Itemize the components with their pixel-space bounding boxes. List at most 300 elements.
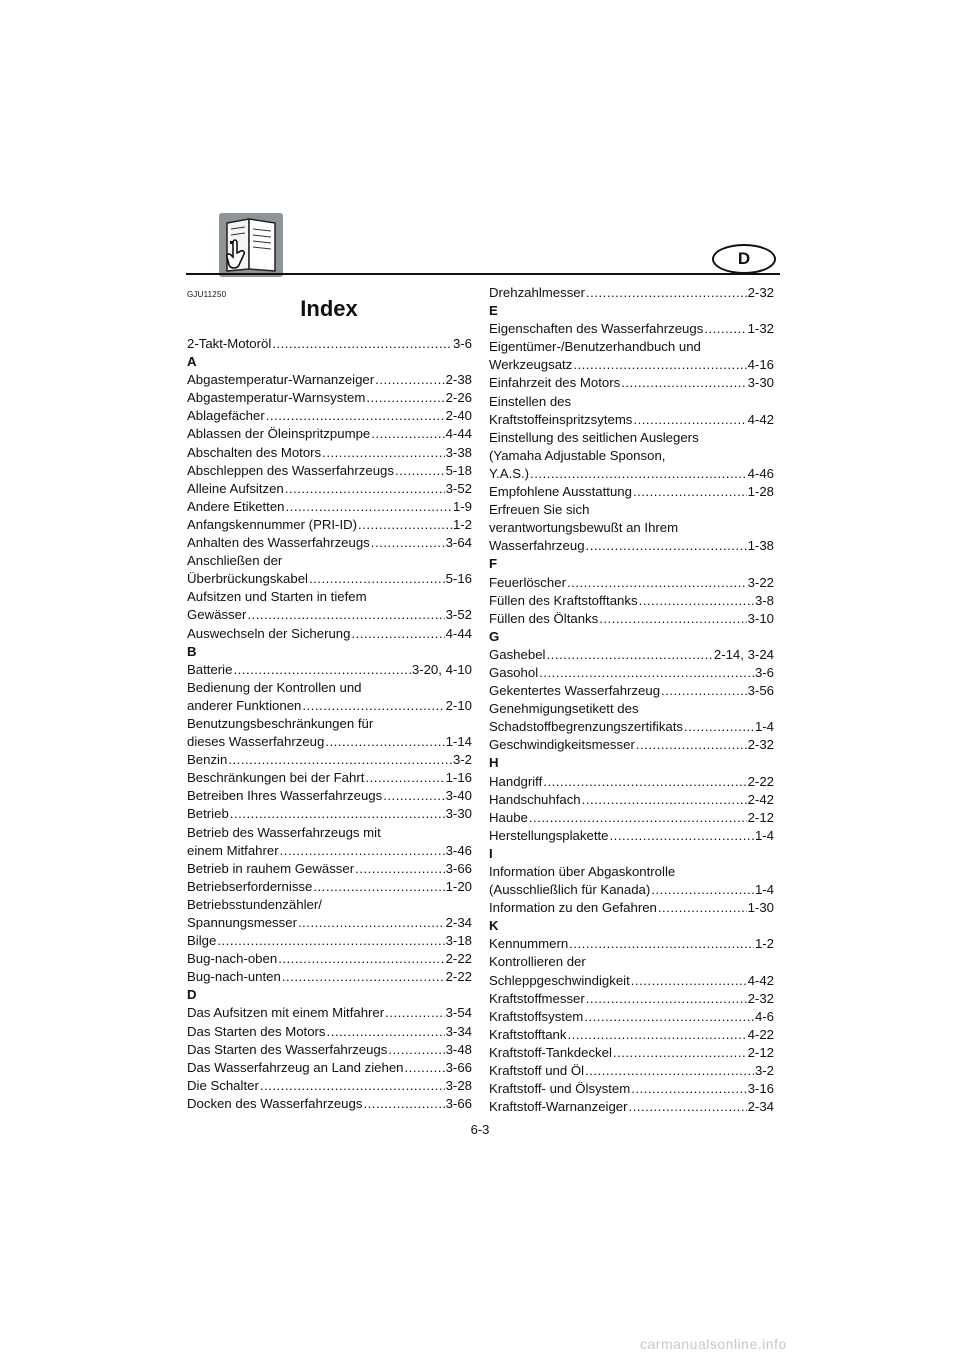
index-entry-text: Bug-nach-oben <box>187 951 278 967</box>
index-letter-heading: D <box>187 987 197 1003</box>
index-entry-page: 2-32 <box>747 990 774 1006</box>
index-entry <box>489 483 774 501</box>
dot-leader <box>395 462 445 480</box>
index-entry-text: Kraftstoff-Warnanzeiger <box>489 1099 628 1115</box>
index-entry-page: 2-40 <box>445 408 472 424</box>
dot-leader <box>585 1062 754 1080</box>
index-entry <box>187 968 472 986</box>
index-entry <box>489 374 774 392</box>
index-entry <box>489 338 774 356</box>
index-entry <box>489 1098 774 1116</box>
index-entry-page: 3-10 <box>747 610 774 626</box>
index-entry <box>187 335 472 353</box>
dot-leader <box>366 389 444 407</box>
index-entry-text: Kraftstoff-Tankdeckel <box>489 1044 612 1060</box>
index-entry-page: 1-9 <box>452 498 472 514</box>
index-entry <box>489 519 774 537</box>
dot-leader <box>569 935 754 953</box>
index-entry-page: 2-34 <box>445 915 472 930</box>
index-entry-text: Information über Abgaskontrolle <box>489 864 676 879</box>
index-entry-page: 1-14 <box>445 734 472 750</box>
index-entry-text: Einstellen des <box>489 393 572 409</box>
index-entry-page: 2-10 <box>445 697 472 713</box>
index-entry-page: 4-16 <box>747 357 774 373</box>
index-entry <box>187 606 472 624</box>
dot-leader <box>388 1041 444 1059</box>
index-entry <box>489 429 774 447</box>
index-entry <box>187 896 472 914</box>
index-entry-page: 2-26 <box>445 390 472 406</box>
index-entry-text: Herstellungsplakette <box>489 827 609 843</box>
dot-leader <box>363 1095 444 1113</box>
index-entry-page: 2-42 <box>747 791 774 807</box>
index-entry-text: Anschließen der <box>187 553 283 569</box>
index-entry-text: Wasserfahrzeug <box>489 538 585 554</box>
index-entry <box>489 501 774 519</box>
index-entry <box>489 1080 774 1098</box>
index-entry <box>187 842 472 860</box>
index-entry-text: Kraftstoffsystem <box>489 1008 584 1024</box>
index-entry-text: Das Starten des Motors <box>187 1023 326 1039</box>
index-entry-text: verantwortungsbewußt an Ihrem <box>489 520 679 536</box>
index-entry-page: 2-12 <box>747 809 774 825</box>
index-entry-text: Betreiben Ihres Wasserfahrzeugs <box>187 788 383 804</box>
index-entry <box>489 700 774 718</box>
index-entry-page: 3-40 <box>445 788 472 804</box>
dot-leader <box>633 483 747 501</box>
index-entry <box>489 1026 774 1044</box>
index-entry-text: Alleine Aufsitzen <box>187 480 284 496</box>
index-entry-page: 3-64 <box>445 535 472 551</box>
index-entry-text: (Ausschließlich für Kanada) <box>489 882 651 898</box>
index-entry-text: Benutzungsbeschränkungen für <box>187 715 374 731</box>
dot-leader <box>405 1059 445 1077</box>
dot-leader <box>286 498 452 516</box>
index-entry-text: Aufsitzen und Starten in tiefem <box>187 589 367 605</box>
dot-leader <box>351 625 444 643</box>
index-entry <box>187 787 472 805</box>
index-entry-page: 3-22 <box>747 574 774 590</box>
index-entry-page: 1-4 <box>754 719 774 735</box>
index-entry-text: Abgastemperatur-Warnsystem <box>187 390 366 406</box>
index-entry <box>489 610 774 628</box>
dot-leader <box>658 899 747 917</box>
dot-leader <box>375 371 444 389</box>
index-entry-page: 2-12 <box>747 1044 774 1060</box>
index-entry-text: Abgastemperatur-Warnanzeiger <box>187 372 375 388</box>
index-entry <box>187 371 472 389</box>
dot-leader <box>325 733 444 751</box>
index-entry-page: 3-46 <box>445 842 472 858</box>
index-entry-text: Benzin <box>187 752 228 768</box>
dot-leader <box>530 465 747 483</box>
index-entry <box>187 1059 472 1077</box>
index-entry-text: Kontrollieren der <box>489 954 586 970</box>
index-entry-text: Anhalten des Wasserfahrzeugs <box>187 535 370 551</box>
dot-leader <box>639 592 754 610</box>
index-entry <box>489 592 774 610</box>
index-column-right <box>489 284 774 1116</box>
index-letter-heading: A <box>187 354 197 370</box>
index-entry <box>489 935 774 953</box>
index-entry-text: Betrieb des Wasserfahrzeugs mit <box>187 824 381 840</box>
dot-leader <box>298 914 445 932</box>
index-entry <box>489 773 774 791</box>
index-entry-page: 3-6 <box>452 336 472 351</box>
index-entry <box>187 860 472 878</box>
dot-leader <box>358 516 452 534</box>
index-entry <box>187 1077 472 1095</box>
dot-leader <box>651 881 754 899</box>
index-entry-page: 3-8 <box>754 592 774 608</box>
index-entry-text: Schleppgeschwindigkeit <box>489 972 630 988</box>
index-entry-text: Auswechseln der Sicherung <box>187 625 351 641</box>
index-entry-page: 2-22 <box>445 969 472 985</box>
index-entry <box>187 1095 472 1113</box>
dot-leader <box>247 606 444 624</box>
index-entry-text: Betrieb <box>187 806 229 822</box>
index-entry <box>187 878 472 896</box>
index-entry-text: Einstellung des seitlichen Auslegers <box>489 429 699 445</box>
index-entry-text: Bedienung der Kontrollen und <box>187 679 362 695</box>
index-entry <box>489 953 774 971</box>
index-entry-text: dieses Wasserfahrzeug <box>187 734 325 750</box>
index-entry-page: 3-30 <box>445 806 472 822</box>
index-entry-page: 3-30 <box>747 375 774 391</box>
index-entry <box>489 284 774 302</box>
index-entry <box>489 447 774 465</box>
index-entry-page: 2-14, 3-24 <box>713 646 774 662</box>
index-entry-page: 3-6 <box>754 664 774 680</box>
index-entry <box>187 1041 472 1059</box>
index-entry-page: 1-16 <box>445 770 472 786</box>
dot-leader <box>322 444 444 462</box>
index-entry <box>187 498 472 516</box>
dot-leader <box>633 411 746 429</box>
index-entry-text: Kraftstoff und Öl <box>489 1063 585 1079</box>
index-entry <box>187 462 472 480</box>
dot-leader <box>684 718 754 736</box>
index-entry-text: Das Starten des Wasserfahrzeugs <box>187 1041 388 1057</box>
index-entry-page: 1-2 <box>754 936 774 952</box>
index-entry <box>187 805 472 823</box>
index-entry-page: 5-16 <box>445 571 472 587</box>
index-entry-page: 4-6 <box>754 1008 774 1024</box>
index-entry <box>187 733 472 751</box>
dot-leader <box>631 972 747 990</box>
index-entry-page: 3-56 <box>747 683 774 699</box>
dot-leader <box>302 697 444 715</box>
dot-leader <box>285 480 445 498</box>
dot-leader <box>629 1098 747 1116</box>
dot-leader <box>586 990 747 1008</box>
index-entry-text: Die Schalter <box>187 1077 259 1093</box>
index-entry <box>187 480 472 498</box>
index-entry-text: Ablassen der Öleinspritzpumpe <box>187 426 371 442</box>
index-entry-text: Füllen des Öltanks <box>489 610 599 626</box>
index-entry-text: Überbrückungskabel <box>187 571 308 587</box>
index-entry-page: 3-18 <box>445 933 472 949</box>
index-entry-page: 1-32 <box>747 321 774 337</box>
index-entry <box>187 661 472 679</box>
index-entry-page: 3-2 <box>452 752 472 768</box>
index-letter-heading: G <box>489 628 500 644</box>
dot-leader <box>383 787 444 805</box>
index-entry-page: 3-38 <box>445 444 472 460</box>
index-entry-text: Batterie <box>187 661 233 677</box>
dot-leader <box>228 751 452 769</box>
dot-leader <box>280 842 445 860</box>
index-entry-text: Docken des Wasserfahrzeugs <box>187 1095 363 1111</box>
index-entry-text: Genehmigungsetikett des <box>489 701 639 717</box>
dot-leader <box>266 407 445 425</box>
index-entry-text: Erfreuen Sie sich <box>489 502 590 518</box>
index-entry <box>489 736 774 754</box>
index-entry-text: Anfangskennummer (PRI-ID) <box>187 516 358 532</box>
index-entry-text: Kraftstoffmesser <box>489 990 585 1006</box>
dot-leader <box>661 682 747 700</box>
index-entry <box>187 824 472 842</box>
index-column-left <box>187 335 472 1113</box>
dot-leader <box>621 374 746 392</box>
dot-leader <box>282 968 445 986</box>
section-code: GJU11250 <box>187 290 227 299</box>
index-letter-heading: K <box>489 918 499 934</box>
dot-leader <box>573 356 746 374</box>
watermark: carmanualsonline.info <box>640 1336 787 1352</box>
index-entry <box>489 356 774 374</box>
index-entry <box>187 769 472 787</box>
index-entry-text: Haube <box>489 809 528 825</box>
index-entry-text: Kraftstofftank <box>489 1026 567 1042</box>
index-entry-text: Geschwindigkeitsmesser <box>489 737 635 753</box>
index-entry-text: Betriebserfordernisse <box>187 878 313 894</box>
dot-leader <box>567 1026 746 1044</box>
index-entry-page: 3-2 <box>754 1063 774 1079</box>
index-entry-page: 2-32 <box>747 737 774 753</box>
dot-leader <box>610 827 754 845</box>
index-entry <box>489 1008 774 1026</box>
index-entry <box>187 914 472 932</box>
index-entry-text: Y.A.S.) <box>489 465 530 481</box>
dot-leader <box>217 932 444 950</box>
index-entry-page: 3-28 <box>445 1077 472 1093</box>
index-entry-page: 1-38 <box>747 538 774 554</box>
index-entry <box>187 751 472 769</box>
index-entry-page: 2-22 <box>747 773 774 789</box>
index-entry-text: Einfahrzeit des Motors <box>489 375 621 391</box>
page-number: 6-3 <box>470 1122 490 1137</box>
index-entry-page: 1-30 <box>747 900 774 916</box>
index-entry-page: 1-2 <box>452 516 472 532</box>
index-entry <box>187 588 472 606</box>
index-entry-text: (Yamaha Adjustable Sponson, <box>489 447 666 463</box>
index-entry-text: Gashebel <box>489 646 546 662</box>
index-entry-text: Abschleppen des Wasserfahrzeugs <box>187 462 394 478</box>
index-entry <box>187 625 472 643</box>
index-entry-page: 3-52 <box>445 480 472 496</box>
dot-leader <box>230 805 445 823</box>
index-entry <box>187 1004 472 1022</box>
language-badge: D <box>712 244 776 274</box>
index-entry-text: Kraftstoff- und Ölsystem <box>489 1081 631 1097</box>
index-entry <box>489 899 774 917</box>
index-entry-page: 2-22 <box>445 951 472 967</box>
index-entry <box>489 972 774 990</box>
dot-leader <box>543 773 746 791</box>
index-entry-text: Andere Etiketten <box>187 498 285 514</box>
index-entry <box>187 697 472 715</box>
index-entry-text: Empfohlene Ausstattung <box>489 484 632 500</box>
index-entry-page: 1-4 <box>754 827 774 843</box>
index-entry-text: einem Mitfahrer <box>187 842 279 858</box>
dot-leader <box>278 950 444 968</box>
index-entry <box>489 682 774 700</box>
index-entry-text: Gasohol <box>489 664 539 680</box>
index-entry-text: Gekentertes Wasserfahrzeug <box>489 683 661 699</box>
index-entry-text: Drehzahlmesser <box>489 285 586 300</box>
index-entry-text: anderer Funktionen <box>187 697 302 713</box>
dot-leader <box>539 664 754 682</box>
index-entry <box>187 679 472 697</box>
index-entry-text: Handgriff <box>489 773 543 789</box>
index-entry-text: Füllen des Kraftstofftanks <box>489 592 638 608</box>
dot-leader <box>636 736 747 754</box>
index-entry-text: Ablagefächer <box>187 408 265 424</box>
index-letter-heading: H <box>489 755 499 771</box>
index-entry <box>489 393 774 411</box>
dot-leader <box>567 574 747 592</box>
index-entry-page: 5-18 <box>445 462 472 478</box>
dot-leader <box>582 791 747 809</box>
page-title: Index <box>300 296 358 321</box>
dot-leader <box>584 1008 754 1026</box>
index-entry-text: Werkzeugsatz <box>489 357 573 373</box>
index-entry-page: 3-16 <box>747 1081 774 1097</box>
index-entry-page: 4-42 <box>747 411 774 427</box>
dot-leader <box>599 610 746 628</box>
index-entry <box>187 715 472 733</box>
index-entry-text: Information zu den Gefahren <box>489 900 657 916</box>
dot-leader <box>355 860 444 878</box>
index-entry <box>187 552 472 570</box>
index-entry <box>489 990 774 1008</box>
index-entry-text: Schadstoffbegrenzungszertifikats <box>489 719 684 735</box>
index-entry <box>187 570 472 588</box>
index-entry-text: Abschalten des Motors <box>187 444 322 460</box>
manual-hand-icon <box>219 213 283 277</box>
index-entry-text: 2-Takt-Motoröl <box>187 336 272 351</box>
index-entry <box>489 646 774 664</box>
index-entry-text: Beschränkungen bei der Fahrt <box>187 770 365 786</box>
index-entry-text: Betriebsstundenzähler/ <box>187 896 322 912</box>
index-entry <box>187 389 472 407</box>
index-entry <box>187 407 472 425</box>
index-entry-page: 1-4 <box>754 882 774 898</box>
index-entry <box>187 950 472 968</box>
index-entry <box>489 320 774 338</box>
index-entry-page: 3-66 <box>445 1059 472 1075</box>
index-entry-text: Das Wasserfahrzeug an Land ziehen <box>187 1059 404 1075</box>
dot-leader <box>371 425 444 443</box>
index-letter-heading: F <box>489 556 498 572</box>
index-entry <box>187 932 472 950</box>
index-entry-page: 4-46 <box>747 465 774 481</box>
index-entry <box>489 827 774 845</box>
index-entry <box>489 1044 774 1062</box>
index-entry-page: 4-22 <box>747 1026 774 1042</box>
index-entry-page: 3-34 <box>445 1023 472 1039</box>
dot-leader <box>327 1023 445 1041</box>
dot-leader <box>704 320 746 338</box>
index-entry-page: 3-66 <box>445 1095 472 1111</box>
index-entry <box>489 809 774 827</box>
dot-leader <box>586 537 747 555</box>
index-entry-page: 2-38 <box>445 372 472 388</box>
index-entry-text: Bilge <box>187 933 217 949</box>
index-entry-text: Spannungsmesser <box>187 915 297 930</box>
index-entry <box>187 1023 472 1041</box>
dot-leader <box>233 661 410 679</box>
index-entry-page: 3-20, 4-10 <box>411 661 472 677</box>
index-entry <box>489 574 774 592</box>
index-entry-page: 3-54 <box>445 1005 472 1021</box>
dot-leader <box>385 1004 444 1022</box>
dot-leader <box>546 646 712 664</box>
index-entry-text: Eigentümer-/Benutzerhandbuch und <box>489 339 701 355</box>
dot-leader <box>260 1077 445 1095</box>
index-letter-heading: B <box>187 643 197 659</box>
index-letter-heading: I <box>489 845 493 861</box>
index-entry <box>489 465 774 483</box>
index-entry <box>489 1062 774 1080</box>
index-entry <box>489 718 774 736</box>
index-entry <box>489 881 774 899</box>
index-entry-text: Das Aufsitzen mit einem Mitfahrer <box>187 1005 385 1021</box>
index-entry-text: Betrieb in rauhem Gewässer <box>187 860 355 876</box>
index-entry-page: 4-44 <box>445 625 472 641</box>
index-entry-page: 2-32 <box>747 285 774 300</box>
index-entry-page: 3-52 <box>445 607 472 623</box>
index-letter-heading: E <box>489 303 498 319</box>
index-entry-page: 3-48 <box>445 1041 472 1057</box>
dot-leader <box>309 570 445 588</box>
index-entry <box>187 425 472 443</box>
dot-leader <box>631 1080 746 1098</box>
dot-leader <box>365 769 444 787</box>
dot-leader <box>586 284 747 302</box>
index-entry <box>489 664 774 682</box>
index-entry-text: Eigenschaften des Wasserfahrzeugs <box>489 321 704 337</box>
dot-leader <box>613 1044 747 1062</box>
index-entry-text: Handschuhfach <box>489 791 581 807</box>
index-entry <box>187 516 472 534</box>
index-entry <box>489 411 774 429</box>
index-entry-text: Feuerlöscher <box>489 574 566 590</box>
index-entry <box>489 537 774 555</box>
index-entry <box>187 534 472 552</box>
index-entry <box>187 444 472 462</box>
index-entry-text: Kennummern <box>489 936 569 952</box>
index-entry-page: 4-42 <box>747 972 774 988</box>
dot-leader <box>529 809 747 827</box>
index-entry-page: 3-66 <box>445 860 472 876</box>
header-rule <box>186 273 780 275</box>
index-entry <box>489 863 774 881</box>
index-entry-page: 1-20 <box>445 878 472 894</box>
index-entry-text: Bug-nach-unten <box>187 969 281 985</box>
dot-leader <box>371 534 445 552</box>
